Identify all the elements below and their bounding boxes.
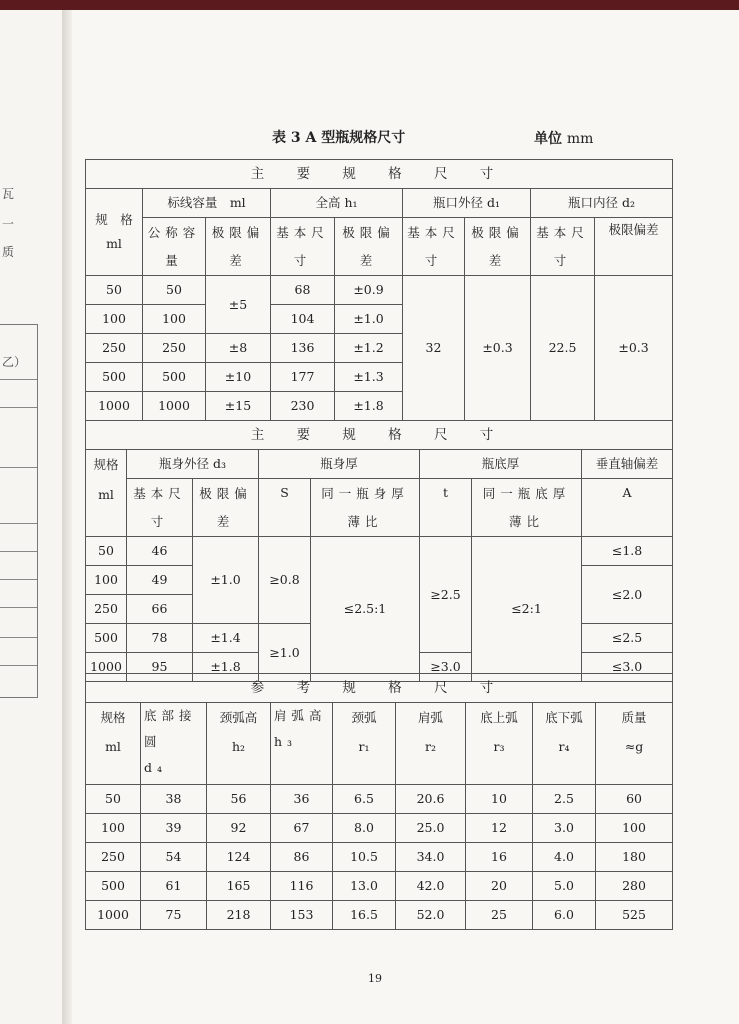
- cell-h2: 124: [207, 843, 271, 872]
- cell-r2: 34.0: [396, 843, 466, 872]
- header-body-ratio: 同一瓶身厚薄比: [311, 479, 420, 537]
- cell-tolerance: ±10: [206, 363, 271, 392]
- page-gutter: [62, 10, 72, 1024]
- cell-h3: 36: [271, 785, 333, 814]
- cell-h3: 116: [271, 872, 333, 901]
- cell-h3: 67: [271, 814, 333, 843]
- cell-h2: 165: [207, 872, 271, 901]
- cell-r3: 12: [466, 814, 533, 843]
- header-mouth-inner: 瓶口内径 d₂: [531, 189, 673, 218]
- cell-spec: 250: [86, 334, 143, 363]
- cell-r2: 42.0: [396, 872, 466, 901]
- header-t: t: [420, 479, 472, 537]
- header-body-diameter: 瓶身外径 d₃: [127, 450, 259, 479]
- cell-r4: 6.0: [533, 901, 596, 930]
- cell-d3: 49: [127, 566, 193, 595]
- cell-height: 136: [271, 334, 335, 363]
- cell-d3-tol: ±1.8: [193, 653, 259, 682]
- header-base-size: 基本尺寸: [403, 218, 465, 276]
- reference-spec-table: [85, 673, 673, 930]
- table-row: [86, 843, 673, 872]
- cell-spec: 250: [86, 843, 141, 872]
- cell-d1-tol: ±0.3: [465, 276, 531, 421]
- cell-spec: 50: [86, 276, 143, 305]
- header-tolerance: 极限偏差: [335, 218, 403, 276]
- header-bottom-thickness: 瓶底厚: [420, 450, 582, 479]
- header-base-size: 基本尺寸: [271, 218, 335, 276]
- cell-spec: 500: [86, 363, 143, 392]
- section-heading: 参 考 规 格 尺 寸: [86, 674, 673, 703]
- header-shoulder-arc: 肩弧 r₂: [396, 703, 466, 785]
- cell-d3: 78: [127, 624, 193, 653]
- cell-axis: ≤2.5: [582, 624, 673, 653]
- cell-h3: 86: [271, 843, 333, 872]
- section-heading: 主 要 规 格 尺 寸: [86, 160, 673, 189]
- header-shoulder-arc-height: 肩弧高 h₃: [271, 703, 333, 785]
- cell-axis: ≤2.0: [582, 566, 673, 624]
- cell-r1: 16.5: [333, 901, 396, 930]
- cell-axis: ≤3.0: [582, 653, 673, 682]
- cell-nominal: 50: [143, 276, 206, 305]
- cell-spec: 100: [86, 814, 141, 843]
- table-row: [86, 537, 673, 566]
- cell-r4: 2.5: [533, 785, 596, 814]
- cell-spec: 1000: [86, 901, 141, 930]
- table-row: [86, 814, 673, 843]
- header-capacity: 标线容量 ml: [143, 189, 271, 218]
- cell-t: ≥3.0: [420, 653, 472, 682]
- cell-tolerance: ±8: [206, 334, 271, 363]
- header-base-circle: 底部接圆 d₄: [141, 703, 207, 785]
- table-title: 表 3 A 型瓶规格尺寸: [272, 130, 406, 146]
- cell-h3: 153: [271, 901, 333, 930]
- cell-h2: 218: [207, 901, 271, 930]
- cell-nominal: 1000: [143, 392, 206, 421]
- cell-spec: 50: [86, 785, 141, 814]
- header-spec: 规格 ml: [86, 703, 141, 785]
- cell-tolerance: ±15: [206, 392, 271, 421]
- cell-height-tol: ±1.3: [335, 363, 403, 392]
- cell-height: 68: [271, 276, 335, 305]
- top-edge-bar: [0, 0, 739, 10]
- cell-tolerance: ±5: [206, 276, 271, 334]
- cell-r4: 4.0: [533, 843, 596, 872]
- table-row: [86, 276, 673, 305]
- cell-r3: 20: [466, 872, 533, 901]
- cell-d3-tol: ±1.4: [193, 624, 259, 653]
- left-page-edge: [0, 10, 62, 1024]
- cell-d1: 32: [403, 276, 465, 421]
- cell-d4: 39: [141, 814, 207, 843]
- cell-spec: 1000: [86, 392, 143, 421]
- left-fragment: 瓦: [2, 187, 15, 201]
- header-a: A: [582, 479, 673, 537]
- header-tolerance: 极限偏差: [206, 218, 271, 276]
- cell-nominal: 250: [143, 334, 206, 363]
- section-heading: 主 要 规 格 尺 寸: [86, 421, 673, 450]
- cell-mass: 180: [596, 843, 673, 872]
- cell-spec: 500: [86, 872, 141, 901]
- cell-d3: 46: [127, 537, 193, 566]
- cell-r2: 25.0: [396, 814, 466, 843]
- cell-d4: 54: [141, 843, 207, 872]
- cell-spec: 100: [86, 566, 127, 595]
- cell-height: 104: [271, 305, 335, 334]
- header-nominal: 公称容量: [143, 218, 206, 276]
- header-spec: 规 格 ml: [86, 189, 143, 276]
- cell-t: ≥2.5: [420, 537, 472, 653]
- cell-r3: 16: [466, 843, 533, 872]
- cell-mass: 280: [596, 872, 673, 901]
- cell-height-tol: ±1.8: [335, 392, 403, 421]
- cell-mass: 100: [596, 814, 673, 843]
- cell-spec: 250: [86, 595, 127, 624]
- cell-mass: 60: [596, 785, 673, 814]
- cell-height-tol: ±1.0: [335, 305, 403, 334]
- cell-d4: 75: [141, 901, 207, 930]
- unit-label: 单位 mm: [534, 131, 594, 147]
- cell-height: 177: [271, 363, 335, 392]
- cell-axis: ≤1.8: [582, 537, 673, 566]
- unit-value: mm: [566, 131, 594, 147]
- cell-spec: 100: [86, 305, 143, 334]
- cell-s: ≥1.0: [259, 624, 311, 682]
- cell-spec: 50: [86, 537, 127, 566]
- cell-h2: 56: [207, 785, 271, 814]
- header-spec: 规格 ml: [86, 450, 127, 537]
- cell-body-ratio: ≤2.5:1: [311, 537, 420, 682]
- cell-d2: 22.5: [531, 276, 595, 421]
- cell-spec: 1000: [86, 653, 127, 682]
- header-bottom-upper-arc: 底上弧 r₃: [466, 703, 533, 785]
- cell-nominal: 100: [143, 305, 206, 334]
- body-spec-table: [85, 420, 673, 682]
- table-row: [86, 872, 673, 901]
- header-axis-deviation: 垂直轴偏差: [582, 450, 673, 479]
- cell-r1: 10.5: [333, 843, 396, 872]
- cell-r2: 20.6: [396, 785, 466, 814]
- header-mass: 质量 ≈g: [596, 703, 673, 785]
- cell-mass: 525: [596, 901, 673, 930]
- header-tolerance: 极限偏差: [193, 479, 259, 537]
- header-tolerance: 极限偏差: [465, 218, 531, 276]
- main-spec-table: [85, 159, 673, 421]
- cell-height-tol: ±1.2: [335, 334, 403, 363]
- header-neck-arc: 颈弧 r₁: [333, 703, 396, 785]
- cell-r1: 6.5: [333, 785, 396, 814]
- cell-r1: 8.0: [333, 814, 396, 843]
- cell-r1: 13.0: [333, 872, 396, 901]
- cell-r3: 25: [466, 901, 533, 930]
- cell-d4: 38: [141, 785, 207, 814]
- left-fragment: 一: [2, 217, 15, 231]
- header-height: 全高 h₁: [271, 189, 403, 218]
- cell-nominal: 500: [143, 363, 206, 392]
- table-row: [86, 785, 673, 814]
- cell-d2-tol: ±0.3: [595, 276, 673, 421]
- table-row: [86, 901, 673, 930]
- header-base-size: 基本尺寸: [127, 479, 193, 537]
- cell-h2: 92: [207, 814, 271, 843]
- cell-r2: 52.0: [396, 901, 466, 930]
- cell-spec: 500: [86, 624, 127, 653]
- cell-s: ≥0.8: [259, 537, 311, 624]
- page-number: 19: [368, 972, 382, 985]
- left-fragment: 乙）: [2, 355, 27, 369]
- cell-r4: 3.0: [533, 814, 596, 843]
- left-page-table: [0, 324, 38, 698]
- header-tolerance: 极限偏差: [595, 218, 673, 276]
- header-neck-arc-height: 颈弧高 h₂: [207, 703, 271, 785]
- cell-r4: 5.0: [533, 872, 596, 901]
- cell-r3: 10: [466, 785, 533, 814]
- header-bottom-ratio: 同一瓶底厚薄比: [472, 479, 582, 537]
- header-s: S: [259, 479, 311, 537]
- cell-d3-tol: ±1.0: [193, 537, 259, 624]
- cell-d3: 66: [127, 595, 193, 624]
- header-body-thickness: 瓶身厚: [259, 450, 420, 479]
- cell-d4: 61: [141, 872, 207, 901]
- cell-height: 230: [271, 392, 335, 421]
- cell-bottom-ratio: ≤2:1: [472, 537, 582, 682]
- left-fragment: 质: [2, 245, 15, 259]
- cell-d3: 95: [127, 653, 193, 682]
- cell-height-tol: ±0.9: [335, 276, 403, 305]
- header-bottom-lower-arc: 底下弧 r₄: [533, 703, 596, 785]
- header-base-size: 基本尺寸: [531, 218, 595, 276]
- header-mouth-outer: 瓶口外径 d₁: [403, 189, 531, 218]
